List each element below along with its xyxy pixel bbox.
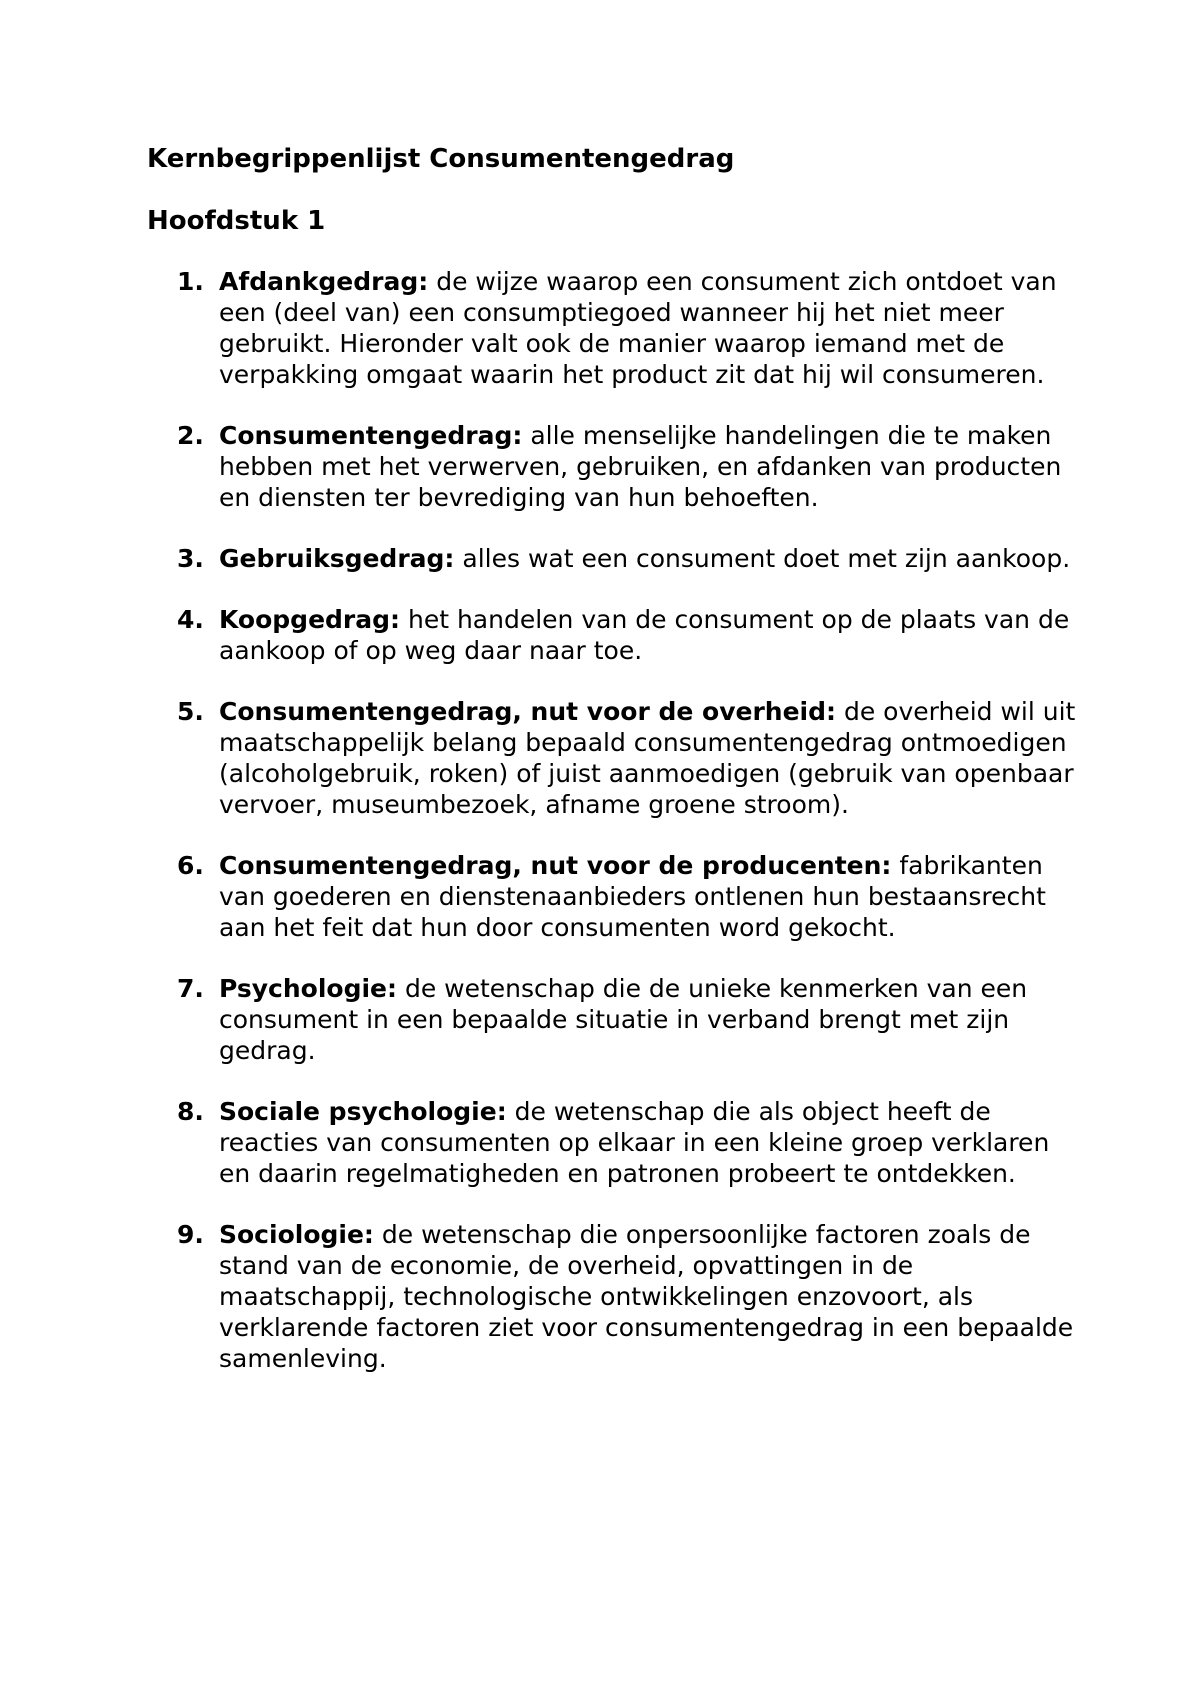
document-title: Kernbegrippenlijst Consumentengedrag: [147, 144, 735, 174]
term-number: 6.: [177, 851, 204, 880]
term-definition: de wijze waarop een consument zich ontdoet van een (deel van) een consumptiegoed wanneer hij het niet meer gebruikt. Hieronder valt ook de manier waarop iemand met de verpakking omgaat waarin het product zit dat hij wil consumeren.: [219, 267, 1057, 389]
term-item: [147, 266, 1077, 390]
term-item: [147, 696, 1077, 820]
term-item: [147, 1096, 1077, 1189]
chapter-heading: Hoofdstuk 1: [147, 206, 326, 236]
term-definition: fabrikanten van goederen en dienstenaanbieders ontlenen hun bestaansrecht aan het feit dat hun door consumenten word gekocht.: [219, 851, 1046, 942]
term-number: 9.: [177, 1220, 204, 1249]
term-name: Koopgedrag:: [219, 605, 401, 634]
term-name: Psychologie:: [219, 974, 398, 1003]
term-number: 2.: [177, 421, 204, 450]
term-definition: de wetenschap die onpersoonlijke factoren zoals de stand van de economie, de overheid, opvattingen in de maatschappij, technologische ontwikkelingen enzovoort, als verklarende factoren ziet voor consumentengedrag in een bepaalde samenleving.: [219, 1220, 1074, 1373]
term-name: Consumentengedrag, nut voor de overheid:: [219, 697, 837, 726]
term-number: 4.: [177, 605, 204, 634]
term-definition: alle menselijke handelingen die te maken hebben met het verwerven, gebruiken, en afdanken van producten en diensten ter bevrediging van hun behoeften.: [219, 421, 1062, 512]
term-number: 5.: [177, 697, 204, 726]
term-definition: alles wat een consument doet met zijn aankoop.: [462, 544, 1071, 573]
term-definition: het handelen van de consument op de plaats van de aankoop of op weg daar naar toe.: [219, 605, 1070, 665]
term-item: [147, 1219, 1077, 1374]
term-definition: de wetenschap die de unieke kenmerken van een consument in een bepaalde situatie in verband brengt met zijn gedrag.: [219, 974, 1028, 1065]
term-item: [147, 973, 1077, 1066]
term-definition: de wetenschap die als object heeft de reacties van consumenten op elkaar in een kleine groep verklaren en daarin regelmatigheden en patronen probeert te ontdekken.: [219, 1097, 1050, 1188]
term-number: 1.: [177, 267, 204, 296]
term-item: [147, 543, 1077, 574]
term-list: [147, 266, 1077, 1404]
term-definition: de overheid wil uit maatschappelijk belang bepaald consumentengedrag ontmoedigen (alcoholgebruik, roken) of juist aanmoedigen (gebruik van openbaar vervoer, museumbezoek, afname groene stroom).: [219, 697, 1076, 819]
term-item: [147, 420, 1077, 513]
term-name: Consumentengedrag:: [219, 421, 523, 450]
term-name: Sociale psychologie:: [219, 1097, 507, 1126]
term-name: Afdankgedrag:: [219, 267, 429, 296]
term-number: 3.: [177, 544, 204, 573]
term-item: [147, 604, 1077, 666]
term-name: Consumentengedrag, nut voor de producenten:: [219, 851, 892, 880]
term-name: Gebruiksgedrag:: [219, 544, 455, 573]
term-item: [147, 850, 1077, 943]
term-number: 8.: [177, 1097, 204, 1126]
term-name: Sociologie:: [219, 1220, 374, 1249]
term-number: 7.: [177, 974, 204, 1003]
